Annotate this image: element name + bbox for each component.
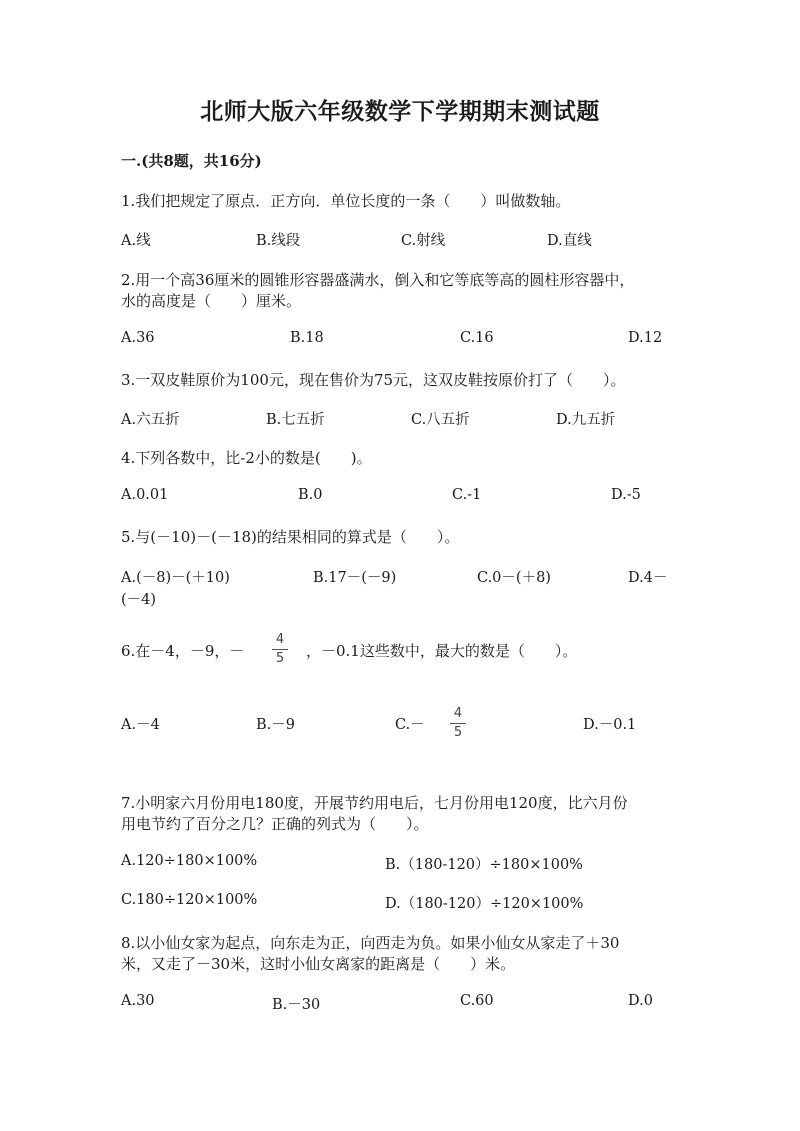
q8-option-a: A.30 <box>121 993 155 1009</box>
q4-option-b: B.0 <box>298 487 323 503</box>
q6-c-fraction-denominator: 5 <box>453 725 463 740</box>
question-7-line-2: 用电节约了百分之几？正确的列式为（ ）。 <box>121 815 429 833</box>
q8-option-d: D.0 <box>628 993 653 1009</box>
q8-option-b: B.－30 <box>272 997 321 1013</box>
question-8-line-1: 8.以小仙女家为起点，向东走为正，向西走为负。如果小仙女从家走了＋30 <box>121 934 620 952</box>
q3-option-d: D.九五折 <box>556 412 616 428</box>
question-6-part-1: 6.在－4，－9，－ <box>121 642 245 660</box>
q1-option-d: D.直线 <box>547 233 592 249</box>
q2-option-a: A.36 <box>121 330 155 346</box>
question-5: 5.与(－10)－(－18)的结果相同的算式是（ ）。 <box>121 528 460 546</box>
q6-option-c-fraction <box>448 707 468 740</box>
q7-option-a: A.120÷180×100% <box>121 853 258 869</box>
question-2-line-1: 2.用一个高36厘米的圆锥形容器盛满水，倒入和它等底等高的圆柱形容器中， <box>121 271 635 289</box>
q4-option-d: D.-5 <box>611 487 641 503</box>
q5-option-d-continued: (－4) <box>121 592 157 608</box>
question-8-line-2: 米，又走了－30米，这时小仙女离家的距离是（ ）米。 <box>121 955 516 973</box>
q6-option-a: A.－4 <box>121 717 160 733</box>
q2-option-d: D.12 <box>628 330 663 346</box>
page-title: 北师大版六年级数学下学期期末测试题 <box>200 98 600 125</box>
q5-option-d: D.4－ <box>628 570 668 586</box>
q2-option-b: B.18 <box>290 330 324 346</box>
q6-option-c: C.－ <box>395 717 425 733</box>
q3-option-b: B.七五折 <box>266 412 325 428</box>
q8-option-c: C.60 <box>460 993 494 1009</box>
q7-option-c: C.180÷120×100% <box>121 892 258 908</box>
q7-option-d: D.（180-120）÷120×100% <box>385 896 584 912</box>
q5-option-a: A.(－8)－(＋10) <box>121 570 230 586</box>
q1-option-b: B.线段 <box>256 233 301 249</box>
section-heading: 一.(共8题，共16分) <box>121 152 262 170</box>
question-4: 4.下列各数中，比-2小的数是( )。 <box>121 449 372 467</box>
q6-c-fraction-numerator: 4 <box>453 706 463 721</box>
q6-option-b: B.－9 <box>256 717 295 733</box>
question-7-line-1: 7.小明家六月份用电180度，开展节约用电后，七月份用电120度，比六月份 <box>121 794 628 812</box>
q2-option-c: C.16 <box>460 330 494 346</box>
question-2-line-2: 水的高度是（ ）厘米。 <box>121 292 302 310</box>
q6-fraction <box>270 633 290 666</box>
q5-option-b: B.17－(－9) <box>313 570 397 586</box>
fraction-bar <box>272 649 288 650</box>
q6-fraction-denominator: 5 <box>275 651 285 666</box>
question-3: 3.一双皮鞋原价为100元，现在售价为75元，这双皮鞋按原价打了（ ）。 <box>121 371 626 389</box>
question-6-part-2: ，－0.1这些数中，最大的数是（ ）。 <box>306 642 578 660</box>
q7-option-b: B.（180-120）÷180×100% <box>385 857 583 873</box>
q3-option-c: C.八五折 <box>411 412 470 428</box>
question-1: 1.我们把规定了原点．正方向．单位长度的一条（ ）叫做数轴。 <box>121 192 571 210</box>
q6-fraction-numerator: 4 <box>275 632 285 647</box>
q5-option-c: C.0－(＋8) <box>477 570 551 586</box>
q6-option-d: D.－0.1 <box>583 717 637 733</box>
q3-option-a: A.六五折 <box>121 412 180 428</box>
q4-option-a: A.0.01 <box>121 487 169 503</box>
q1-option-c: C.射线 <box>401 233 446 249</box>
q1-option-a: A.线 <box>121 233 151 249</box>
q4-option-c: C.-1 <box>452 487 482 503</box>
fraction-bar <box>450 723 466 724</box>
